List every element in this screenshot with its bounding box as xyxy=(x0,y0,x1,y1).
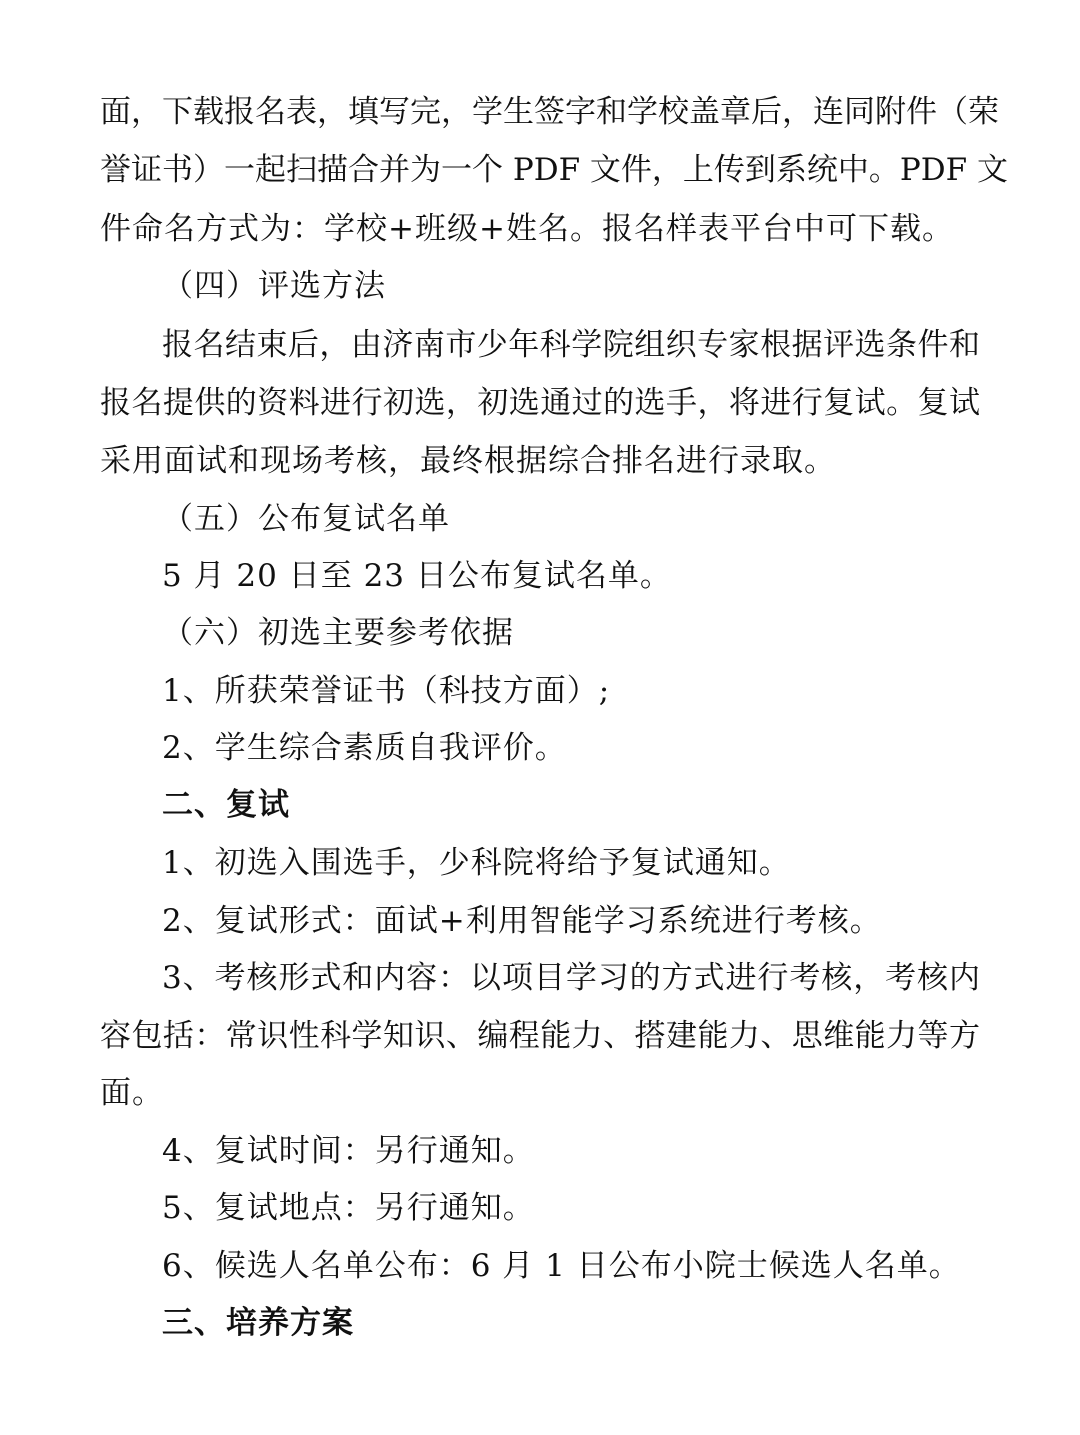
list-item: 1、所获荣誉证书（科技方面）; xyxy=(162,673,611,709)
section-heading-retest: 二、复试 xyxy=(162,787,290,823)
paragraph-line: 容包括：常识性科学知识、编程能力、搭建能力、思维能力等方 xyxy=(100,1018,980,1054)
list-item: 2、复试形式：面试+利用智能学习系统进行考核。 xyxy=(162,903,882,939)
section-heading-training-plan: 三、培养方案 xyxy=(162,1305,354,1341)
list-item: 3、考核形式和内容：以项目学习的方式进行考核，考核内 xyxy=(162,960,980,996)
section-heading-evaluation-method: （四）评选方法 xyxy=(162,268,386,304)
paragraph-line: 5 月 20 日至 23 日公布复试名单。 xyxy=(162,558,672,594)
list-item: 2、学生综合素质自我评价。 xyxy=(162,730,567,766)
section-heading-retest-list: （五）公布复试名单 xyxy=(162,501,450,537)
paragraph-line: 面，下载报名表，填写完，学生签字和学校盖章后，连同附件（荣 xyxy=(100,94,999,130)
paragraph-line: 件命名方式为：学校+班级+姓名。报名样表平台中可下载。 xyxy=(100,211,954,247)
paragraph-line: 采用面试和现场考核，最终根据综合排名进行录取。 xyxy=(100,443,836,479)
paragraph-line: 报名提供的资料进行初选，初选通过的选手，将进行复试。复试 xyxy=(100,385,980,421)
paragraph-line: 报名结束后，由济南市少年科学院组织专家根据评选条件和 xyxy=(162,327,980,363)
list-item: 6、候选人名单公布：6 月 1 日公布小院士候选人名单。 xyxy=(162,1248,961,1284)
section-heading-selection-basis: （六）初选主要参考依据 xyxy=(162,615,514,651)
list-item: 4、复试时间：另行通知。 xyxy=(162,1133,535,1169)
paragraph-line: 誉证书）一起扫描合并为一个 PDF 文件，上传到系统中。PDF 文 xyxy=(100,152,1009,188)
list-item: 5、复试地点：另行通知。 xyxy=(162,1190,535,1226)
list-item: 1、初选入围选手，少科院将给予复试通知。 xyxy=(162,845,791,881)
paragraph-line: 面。 xyxy=(100,1075,164,1111)
